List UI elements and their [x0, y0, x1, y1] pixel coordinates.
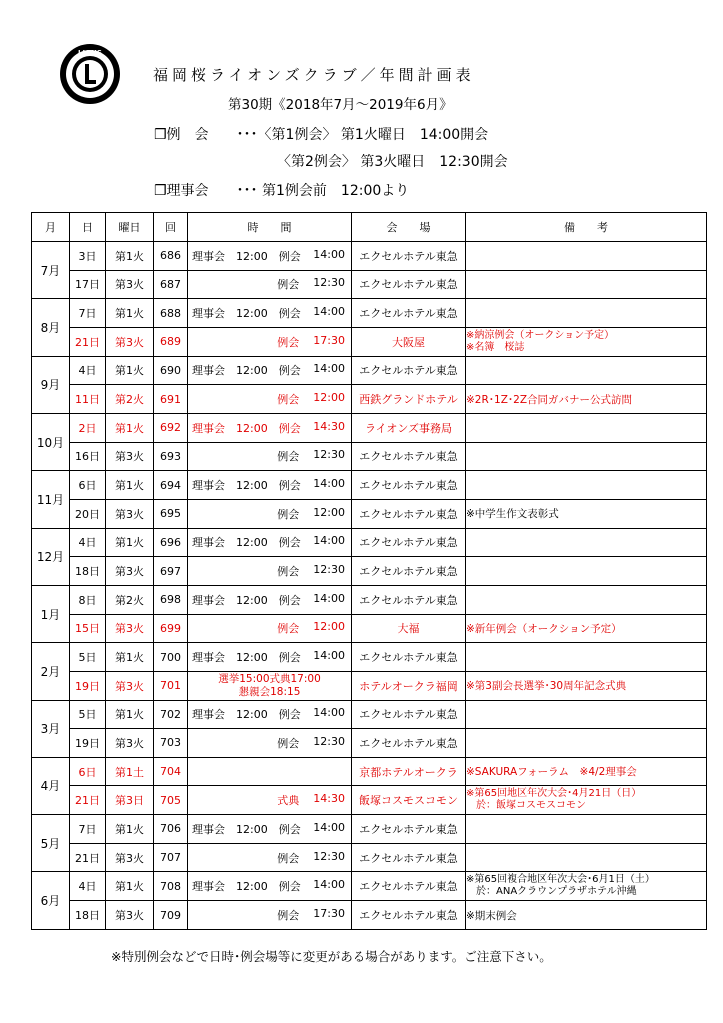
- meeting-number-cell: 709: [154, 901, 188, 930]
- note-cell: [466, 299, 707, 328]
- note-cell: [466, 671, 707, 700]
- note-line2: 於：ANAクラウンプラザホテル沖縄: [466, 886, 637, 898]
- time-label: 理事会 12:00 例会: [192, 307, 301, 321]
- weekday-cell: 第3火: [106, 499, 154, 528]
- venue-cell: エクセルホテル東急: [352, 700, 466, 729]
- time-cell: [188, 413, 352, 442]
- table-row: [32, 757, 707, 786]
- time-value: 14:00: [313, 591, 345, 605]
- regular-meeting-line1: ❒例 会 ･･･〈第1例会〉 第1火曜日 14:00開会: [154, 127, 489, 143]
- venue-cell: エクセルホテル東急: [352, 299, 466, 328]
- weekday-cell: 第3火: [106, 442, 154, 471]
- time-value: 14:00: [313, 706, 345, 720]
- time-line2: 懇親会18:15: [238, 685, 301, 698]
- note-cell: [466, 585, 707, 614]
- note-line1: ※SAKURAフォーラム ※4/2理事会: [466, 766, 637, 779]
- meeting-number-cell: 700: [154, 643, 188, 672]
- table-row: [32, 356, 707, 385]
- time-label: 理事会 12:00 例会: [192, 822, 301, 836]
- time-cell: [188, 614, 352, 643]
- time-label: 式典: [277, 794, 300, 808]
- time-label: 理事会 12:00 例会: [192, 651, 301, 665]
- time-value: 12:30: [313, 734, 345, 748]
- note-cell: [466, 815, 707, 844]
- header-weekday: 曜日: [106, 213, 154, 242]
- time-cell: [188, 786, 352, 815]
- time-label: 理事会 12:00 例会: [192, 364, 301, 378]
- time-value: 14:30: [313, 792, 345, 806]
- time-label: 例会: [277, 335, 300, 349]
- venue-cell: エクセルホテル東急: [352, 528, 466, 557]
- venue-cell: エクセルホテル東急: [352, 729, 466, 758]
- note-line1: ※期末例会: [466, 909, 517, 922]
- table-row: [32, 270, 707, 299]
- time-value: 14:00: [313, 820, 345, 834]
- weekday-cell: 第1土: [106, 757, 154, 786]
- time-value: 12:00: [313, 620, 345, 634]
- note-line1: ※納涼例会（オークション予定）: [466, 329, 615, 341]
- header-notes: 備 考: [466, 213, 707, 242]
- table-row: [32, 872, 707, 901]
- time-value: 14:00: [313, 649, 345, 663]
- time-cell: [188, 270, 352, 299]
- time-label: 例会: [277, 565, 300, 579]
- fiscal-period: 第30期《2018年7月～2019年6月》: [228, 97, 453, 113]
- time-label: 理事会 12:00 例会: [192, 421, 301, 435]
- day-cell: 20日: [70, 499, 106, 528]
- time-cell: [188, 557, 352, 586]
- table-row: [32, 901, 707, 930]
- time-cell: [188, 872, 352, 901]
- table-row: [32, 643, 707, 672]
- venue-cell: エクセルホテル東急: [352, 843, 466, 872]
- table-row: [32, 413, 707, 442]
- day-cell: 21日: [70, 786, 106, 815]
- weekday-cell: 第3火: [106, 729, 154, 758]
- time-value: 12:30: [313, 563, 345, 577]
- meeting-number-cell: 707: [154, 843, 188, 872]
- table-row: [32, 499, 707, 528]
- note-cell: [466, 442, 707, 471]
- day-cell: 8日: [70, 585, 106, 614]
- note-cell: [466, 614, 707, 643]
- venue-cell: エクセルホテル東急: [352, 356, 466, 385]
- note-cell: [466, 786, 707, 815]
- time-label: 例会: [277, 622, 300, 636]
- venue-cell: エクセルホテル東急: [352, 643, 466, 672]
- note-line1: ※第3副会長選挙･30周年記念式典: [466, 680, 627, 693]
- lions-club-emblem-icon: [58, 42, 122, 106]
- meeting-number-cell: 695: [154, 499, 188, 528]
- weekday-cell: 第1火: [106, 643, 154, 672]
- time-cell: [188, 643, 352, 672]
- table-row: [32, 327, 707, 356]
- time-label: 理事会 12:00 例会: [192, 593, 301, 607]
- weekday-cell: 第1火: [106, 700, 154, 729]
- time-cell: [188, 815, 352, 844]
- time-cell: [188, 528, 352, 557]
- meeting-number-cell: 692: [154, 413, 188, 442]
- time-cell: [188, 757, 352, 786]
- meeting-number-cell: 694: [154, 471, 188, 500]
- header-number: 回: [154, 213, 188, 242]
- meeting-number-cell: 688: [154, 299, 188, 328]
- weekday-cell: 第3火: [106, 270, 154, 299]
- time-value: 12:30: [313, 849, 345, 863]
- weekday-cell: 第2火: [106, 385, 154, 414]
- note-line1: ※第65回地区年次大会･4月21日（日）: [466, 788, 642, 800]
- schedule-table: [31, 212, 707, 930]
- day-cell: 7日: [70, 299, 106, 328]
- month-cell: 4月: [32, 757, 70, 814]
- time-cell: [188, 242, 352, 271]
- month-cell: 2月: [32, 643, 70, 700]
- month-cell: 7月: [32, 242, 70, 299]
- note-cell: [466, 471, 707, 500]
- header-time: 時 間: [188, 213, 352, 242]
- venue-cell: エクセルホテル東急: [352, 872, 466, 901]
- time-value: 12:30: [313, 448, 345, 462]
- day-cell: 17日: [70, 270, 106, 299]
- table-row: [32, 585, 707, 614]
- venue-cell: 大阪屋: [352, 327, 466, 356]
- note-cell: [466, 872, 707, 901]
- table-row: [32, 242, 707, 271]
- day-cell: 15日: [70, 614, 106, 643]
- meeting-number-cell: 690: [154, 356, 188, 385]
- day-cell: 11日: [70, 385, 106, 414]
- board-meeting-line: ❒理事会 ･･･ 第1例会前 12:00より: [154, 183, 410, 199]
- meeting-number-cell: 699: [154, 614, 188, 643]
- month-cell: 9月: [32, 356, 70, 413]
- venue-cell: エクセルホテル東急: [352, 901, 466, 930]
- day-cell: 7日: [70, 815, 106, 844]
- venue-cell: エクセルホテル東急: [352, 557, 466, 586]
- time-value: 14:00: [313, 477, 345, 491]
- table-row: [32, 671, 707, 700]
- time-label: 理事会 12:00 例会: [192, 708, 301, 722]
- day-cell: 4日: [70, 528, 106, 557]
- header-venue: 会 場: [352, 213, 466, 242]
- note-cell: [466, 385, 707, 414]
- note-line2: 於：飯塚コスモスコモン: [466, 800, 586, 812]
- day-cell: 4日: [70, 356, 106, 385]
- weekday-cell: 第1火: [106, 872, 154, 901]
- venue-cell: 京都ホテルオークラ: [352, 757, 466, 786]
- time-cell: [188, 499, 352, 528]
- time-cell: [188, 471, 352, 500]
- month-cell: 8月: [32, 299, 70, 356]
- meeting-number-cell: 693: [154, 442, 188, 471]
- time-cell: [188, 843, 352, 872]
- note-line1: ※新年例会（オークション予定）: [466, 622, 622, 635]
- time-label: 理事会 12:00 例会: [192, 479, 301, 493]
- month-cell: 5月: [32, 815, 70, 872]
- weekday-cell: 第3火: [106, 614, 154, 643]
- time-value: 14:00: [313, 305, 345, 319]
- month-cell: 6月: [32, 872, 70, 930]
- day-cell: 4日: [70, 872, 106, 901]
- day-cell: 19日: [70, 729, 106, 758]
- meeting-number-cell: 698: [154, 585, 188, 614]
- weekday-cell: 第1火: [106, 242, 154, 271]
- weekday-cell: 第2火: [106, 585, 154, 614]
- venue-cell: エクセルホテル東急: [352, 471, 466, 500]
- table-row: [32, 700, 707, 729]
- time-value: 12:00: [313, 391, 345, 405]
- note-cell: [466, 327, 707, 356]
- month-cell: 1月: [32, 585, 70, 642]
- time-cell: [188, 585, 352, 614]
- meeting-number-cell: 686: [154, 242, 188, 271]
- time-label: 理事会 12:00 例会: [192, 536, 301, 550]
- time-label: 例会: [277, 393, 300, 407]
- weekday-cell: 第3日: [106, 786, 154, 815]
- month-cell: 10月: [32, 413, 70, 470]
- meeting-number-cell: 703: [154, 729, 188, 758]
- time-label: 例会: [277, 450, 300, 464]
- note-cell: [466, 843, 707, 872]
- day-cell: 6日: [70, 757, 106, 786]
- note-cell: [466, 700, 707, 729]
- day-cell: 6日: [70, 471, 106, 500]
- note-cell: [466, 557, 707, 586]
- time-value: 12:30: [313, 276, 345, 290]
- day-cell: 16日: [70, 442, 106, 471]
- table-row: [32, 385, 707, 414]
- time-cell: [188, 442, 352, 471]
- table-row: [32, 843, 707, 872]
- weekday-cell: 第3火: [106, 901, 154, 930]
- venue-cell: ホテルオークラ福岡: [352, 671, 466, 700]
- day-cell: 5日: [70, 643, 106, 672]
- meeting-number-cell: 708: [154, 872, 188, 901]
- meeting-number-cell: 706: [154, 815, 188, 844]
- time-value: 14:00: [313, 878, 345, 892]
- venue-cell: ライオンズ事務局: [352, 413, 466, 442]
- time-label: 例会: [277, 278, 300, 292]
- time-cell: [188, 901, 352, 930]
- table-header-row: [32, 213, 707, 242]
- venue-cell: エクセルホテル東急: [352, 442, 466, 471]
- table-body: [32, 242, 707, 930]
- day-cell: 19日: [70, 671, 106, 700]
- table-row: [32, 815, 707, 844]
- note-line1: ※2R･1Z･2Z合同ガバナー公式訪問: [466, 393, 633, 406]
- time-value: 17:30: [313, 907, 345, 921]
- meeting-number-cell: 687: [154, 270, 188, 299]
- regular-meeting-line2: 〈第2例会〉 第3火曜日 12:30開会: [277, 154, 508, 170]
- venue-cell: エクセルホテル東急: [352, 499, 466, 528]
- table-row: [32, 442, 707, 471]
- table-row: [32, 471, 707, 500]
- time-cell: [188, 671, 352, 700]
- time-label: 理事会 12:00 例会: [192, 880, 301, 894]
- day-cell: 21日: [70, 843, 106, 872]
- table-row: [32, 299, 707, 328]
- time-cell: [188, 385, 352, 414]
- note-cell: [466, 270, 707, 299]
- day-cell: 5日: [70, 700, 106, 729]
- venue-cell: 西鉄グランドホテル: [352, 385, 466, 414]
- weekday-cell: 第1火: [106, 815, 154, 844]
- note-line1: ※第65回複合地区年次大会･6月1日（土）: [466, 874, 655, 886]
- day-cell: 3日: [70, 242, 106, 271]
- note-line1: ※中学生作文表彰式: [466, 508, 559, 521]
- time-cell: [188, 327, 352, 356]
- time-cell: [188, 356, 352, 385]
- note-cell: [466, 413, 707, 442]
- time-label: 例会: [277, 851, 300, 865]
- logo-text: LIONS: [78, 49, 102, 57]
- header-month: 月: [32, 213, 70, 242]
- time-value: 14:30: [313, 419, 345, 433]
- time-cell: [188, 299, 352, 328]
- table-row: [32, 614, 707, 643]
- time-label: 例会: [277, 507, 300, 521]
- month-cell: 11月: [32, 471, 70, 528]
- weekday-cell: 第1火: [106, 356, 154, 385]
- time-cell: [188, 700, 352, 729]
- note-cell: [466, 528, 707, 557]
- time-cell: [188, 729, 352, 758]
- venue-cell: エクセルホテル東急: [352, 815, 466, 844]
- time-label: 例会: [277, 736, 300, 750]
- note-cell: [466, 242, 707, 271]
- table-row: [32, 729, 707, 758]
- day-cell: 21日: [70, 327, 106, 356]
- note-cell: [466, 757, 707, 786]
- time-label: 理事会 12:00 例会: [192, 249, 301, 263]
- venue-cell: 飯塚コスモスコモン: [352, 786, 466, 815]
- time-value: 14:00: [313, 534, 345, 548]
- meeting-number-cell: 696: [154, 528, 188, 557]
- meeting-number-cell: 705: [154, 786, 188, 815]
- weekday-cell: 第1火: [106, 413, 154, 442]
- venue-cell: エクセルホテル東急: [352, 585, 466, 614]
- header-day: 日: [70, 213, 106, 242]
- note-cell: [466, 356, 707, 385]
- meeting-number-cell: 702: [154, 700, 188, 729]
- table-row: [32, 557, 707, 586]
- table-row: [32, 528, 707, 557]
- weekday-cell: 第3火: [106, 327, 154, 356]
- meeting-number-cell: 701: [154, 671, 188, 700]
- weekday-cell: 第3火: [106, 671, 154, 700]
- time-value: 12:00: [313, 505, 345, 519]
- meeting-number-cell: 691: [154, 385, 188, 414]
- note-cell: [466, 729, 707, 758]
- weekday-cell: 第1火: [106, 471, 154, 500]
- weekday-cell: 第3火: [106, 843, 154, 872]
- month-cell: 12月: [32, 528, 70, 585]
- footer-note: ※特別例会などで日時･例会場等に変更がある場合があります。ご注意下さい。: [111, 949, 552, 964]
- page-title: 福岡桜ライオンズクラブ／年間計画表: [153, 66, 475, 84]
- day-cell: 2日: [70, 413, 106, 442]
- venue-cell: エクセルホテル東急: [352, 242, 466, 271]
- note-cell: [466, 643, 707, 672]
- table-row: [32, 786, 707, 815]
- venue-cell: エクセルホテル東急: [352, 270, 466, 299]
- weekday-cell: 第1火: [106, 299, 154, 328]
- meeting-number-cell: 697: [154, 557, 188, 586]
- note-cell: [466, 901, 707, 930]
- note-cell: [466, 499, 707, 528]
- day-cell: 18日: [70, 901, 106, 930]
- day-cell: 18日: [70, 557, 106, 586]
- meeting-number-cell: 704: [154, 757, 188, 786]
- meeting-number-cell: 689: [154, 327, 188, 356]
- time-value: 17:30: [313, 333, 345, 347]
- time-value: 14:00: [313, 247, 345, 261]
- weekday-cell: 第3火: [106, 557, 154, 586]
- time-line1: 選挙15:00式典17:00: [218, 672, 321, 685]
- time-value: 14:00: [313, 362, 345, 376]
- weekday-cell: 第1火: [106, 528, 154, 557]
- month-cell: 3月: [32, 700, 70, 757]
- venue-cell: 大福: [352, 614, 466, 643]
- note-line2: ※名簿 桜誌: [466, 341, 525, 353]
- time-label: 例会: [277, 909, 300, 923]
